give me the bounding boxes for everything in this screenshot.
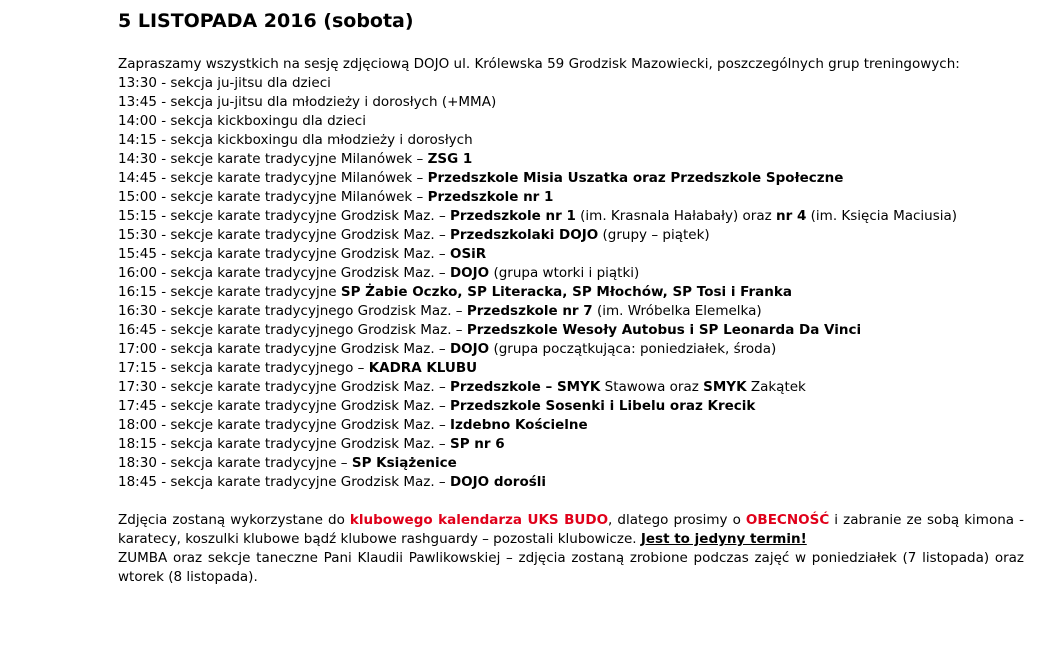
schedule-group: Przedszkole Wesoły Autobus i SP Leonarda Da Vinci [466, 322, 862, 338]
schedule-group: SMYK [703, 379, 747, 395]
schedule-item [118, 340, 957, 359]
schedule-time-desc: 18:00 - sekcje karate tradycyjne Grodzisk Maz. – [118, 417, 450, 433]
schedule-group: SP Żabie Oczko, SP Literacka, SP Młochów, SP Tosi i Franka [340, 284, 792, 300]
schedule-time-desc: 13:45 - sekcja ju-jitsu dla młodzieży i dorosłych (+MMA) [118, 94, 497, 110]
intro-text: Zapraszamy wszystkich na sesję zdjęciową DOJO ul. Królewska 59 Grodzisk Mazowiecki, poszczególnych grup treningowych: [118, 56, 960, 72]
schedule-time-desc: 16:00 - sekcja karate tradycyjne Grodzisk Maz. – [118, 265, 450, 281]
schedule-group: SP Książenice [351, 455, 457, 471]
schedule-time-desc: 15:15 - sekcje karate tradycyjne Grodzisk Maz. – [118, 208, 450, 224]
attendance-highlight: OBECNOŚĆ [745, 512, 830, 528]
schedule-item [118, 93, 957, 112]
schedule-time-desc: 15:30 - sekcje karate tradycyjne Grodzisk Maz. – [118, 227, 450, 243]
schedule-group: ZSG 1 [427, 151, 473, 167]
schedule-item [118, 207, 957, 226]
schedule-note: (grupa wtorki i piątki) [489, 265, 640, 281]
footer-text: , dlatego prosimy o [608, 512, 746, 528]
schedule-note: (grupa początkująca: poniedziałek, środa) [489, 341, 777, 357]
schedule-note: (im. Księcia Maciusia) [806, 208, 958, 224]
schedule-item [118, 473, 957, 492]
schedule-time-desc: 13:30 - sekcja ju-jitsu dla dzieci [118, 75, 331, 91]
schedule-item [118, 245, 957, 264]
schedule-item [118, 226, 957, 245]
schedule-item [118, 188, 957, 207]
schedule-time-desc: 14:30 - sekcje karate tradycyjne Milanówek – [118, 151, 428, 167]
schedule-note: Stawowa oraz [600, 379, 704, 395]
schedule-item [118, 378, 957, 397]
schedule-time-desc: 17:45 - sekcje karate tradycyjne Grodzisk Maz. – [118, 398, 450, 414]
schedule-time-desc: 17:00 - sekcja karate tradycyjne Grodzisk Maz. – [118, 341, 450, 357]
schedule-item [118, 74, 957, 93]
schedule-time-desc: 18:30 - sekcja karate tradycyjne – [118, 455, 352, 471]
schedule-item [118, 359, 957, 378]
only-date-notice: Jest to jedyny termin! [640, 531, 807, 547]
schedule-note: Zakątek [746, 379, 806, 395]
schedule-group: KADRA KLUBU [368, 360, 478, 376]
schedule-item [118, 169, 957, 188]
schedule-time-desc: 18:45 - sekcja karate tradycyjne Grodzisk Maz. – [118, 474, 450, 490]
schedule-group: Przedszkole Sosenki i Libelu oraz Krecik [450, 398, 756, 414]
footer-paragraph-zumba: ZUMBA oraz sekcje taneczne Pani Klaudii Pawlikowskiej – zdjęcia zostaną zrobione podczas zajęć w poniedziałek (7 listopada) oraz wtorek (8 listopada). [118, 550, 1024, 585]
page-title: 5 LISTOPADA 2016 (sobota) [118, 10, 414, 32]
schedule-item [118, 112, 957, 131]
schedule-group: Przedszkole nr 1 [427, 189, 554, 205]
schedule-group: OSiR [449, 246, 487, 262]
schedule-time-desc: 17:15 - sekcja karate tradycyjnego – [118, 360, 369, 376]
schedule-group: Przedszkole Misia Uszatka oraz Przedszkole Społeczne [427, 170, 844, 186]
schedule-group: Przedszkole – SMYK [450, 379, 601, 395]
schedule-item [118, 150, 957, 169]
schedule-time-desc: 17:30 - sekcje karate tradycyjne Grodzisk Maz. – [118, 379, 450, 395]
schedule-item [118, 283, 957, 302]
footer-text: Zdjęcia zostaną wykorzystane do [118, 512, 350, 528]
schedule-item [118, 416, 957, 435]
schedule-item [118, 321, 957, 340]
footer-paragraph-calendar [118, 511, 1024, 549]
schedule-time-desc: 14:00 - sekcja kickboxingu dla dzieci [118, 113, 366, 129]
schedule-note: (grupy – piątek) [598, 227, 710, 243]
schedule-time-desc: 14:45 - sekcje karate tradycyjne Milanówek – [118, 170, 428, 186]
schedule-time-desc: 16:15 - sekcje karate tradycyjne [118, 284, 341, 300]
schedule-time-desc: 16:45 - sekcje karate tradycyjnego Grodzisk Maz. – [118, 322, 467, 338]
schedule-time-desc: 15:00 - sekcje karate tradycyjne Milanówek – [118, 189, 428, 205]
schedule-item [118, 397, 957, 416]
footer-notes [118, 511, 1024, 587]
schedule-item [118, 302, 957, 321]
schedule-time-desc: 14:15 - sekcja kickboxingu dla młodzieży i dorosłych [118, 132, 473, 148]
schedule-group: Przedszkolaki DOJO [450, 227, 599, 243]
schedule-item [118, 454, 957, 473]
schedule-note: (im. Krasnala Hałabały) oraz [575, 208, 776, 224]
schedule-item [118, 435, 957, 454]
schedule-note: (im. Wróbelka Elemelka) [592, 303, 762, 319]
schedule-group: DOJO dorośli [449, 474, 547, 490]
schedule-item [118, 131, 957, 150]
schedule-group: nr 4 [775, 208, 807, 224]
schedule-group: Przedszkole nr 7 [466, 303, 593, 319]
schedule-time-desc: 16:30 - sekcje karate tradycyjnego Grodzisk Maz. – [118, 303, 467, 319]
calendar-highlight: klubowego kalendarza UKS BUDO [349, 512, 609, 528]
schedule-group: SP nr 6 [449, 436, 505, 452]
schedule-group: Przedszkole nr 1 [450, 208, 576, 224]
schedule-item [118, 264, 957, 283]
schedule-group: DOJO [449, 341, 490, 357]
schedule-list [118, 74, 957, 492]
schedule-time-desc: 15:45 - sekcja karate tradycyjne Grodzisk Maz. – [118, 246, 450, 262]
schedule-group: DOJO [449, 265, 490, 281]
schedule-time-desc: 18:15 - sekcja karate tradycyjne Grodzisk Maz. – [118, 436, 450, 452]
schedule-group: Izdebno Kościelne [450, 417, 588, 433]
footer-text: i zabranie ze sobą kimona - karatecy, koszulki klubowe bądź klubowe rashguardy – pozostali klubowicze. [118, 512, 1024, 547]
